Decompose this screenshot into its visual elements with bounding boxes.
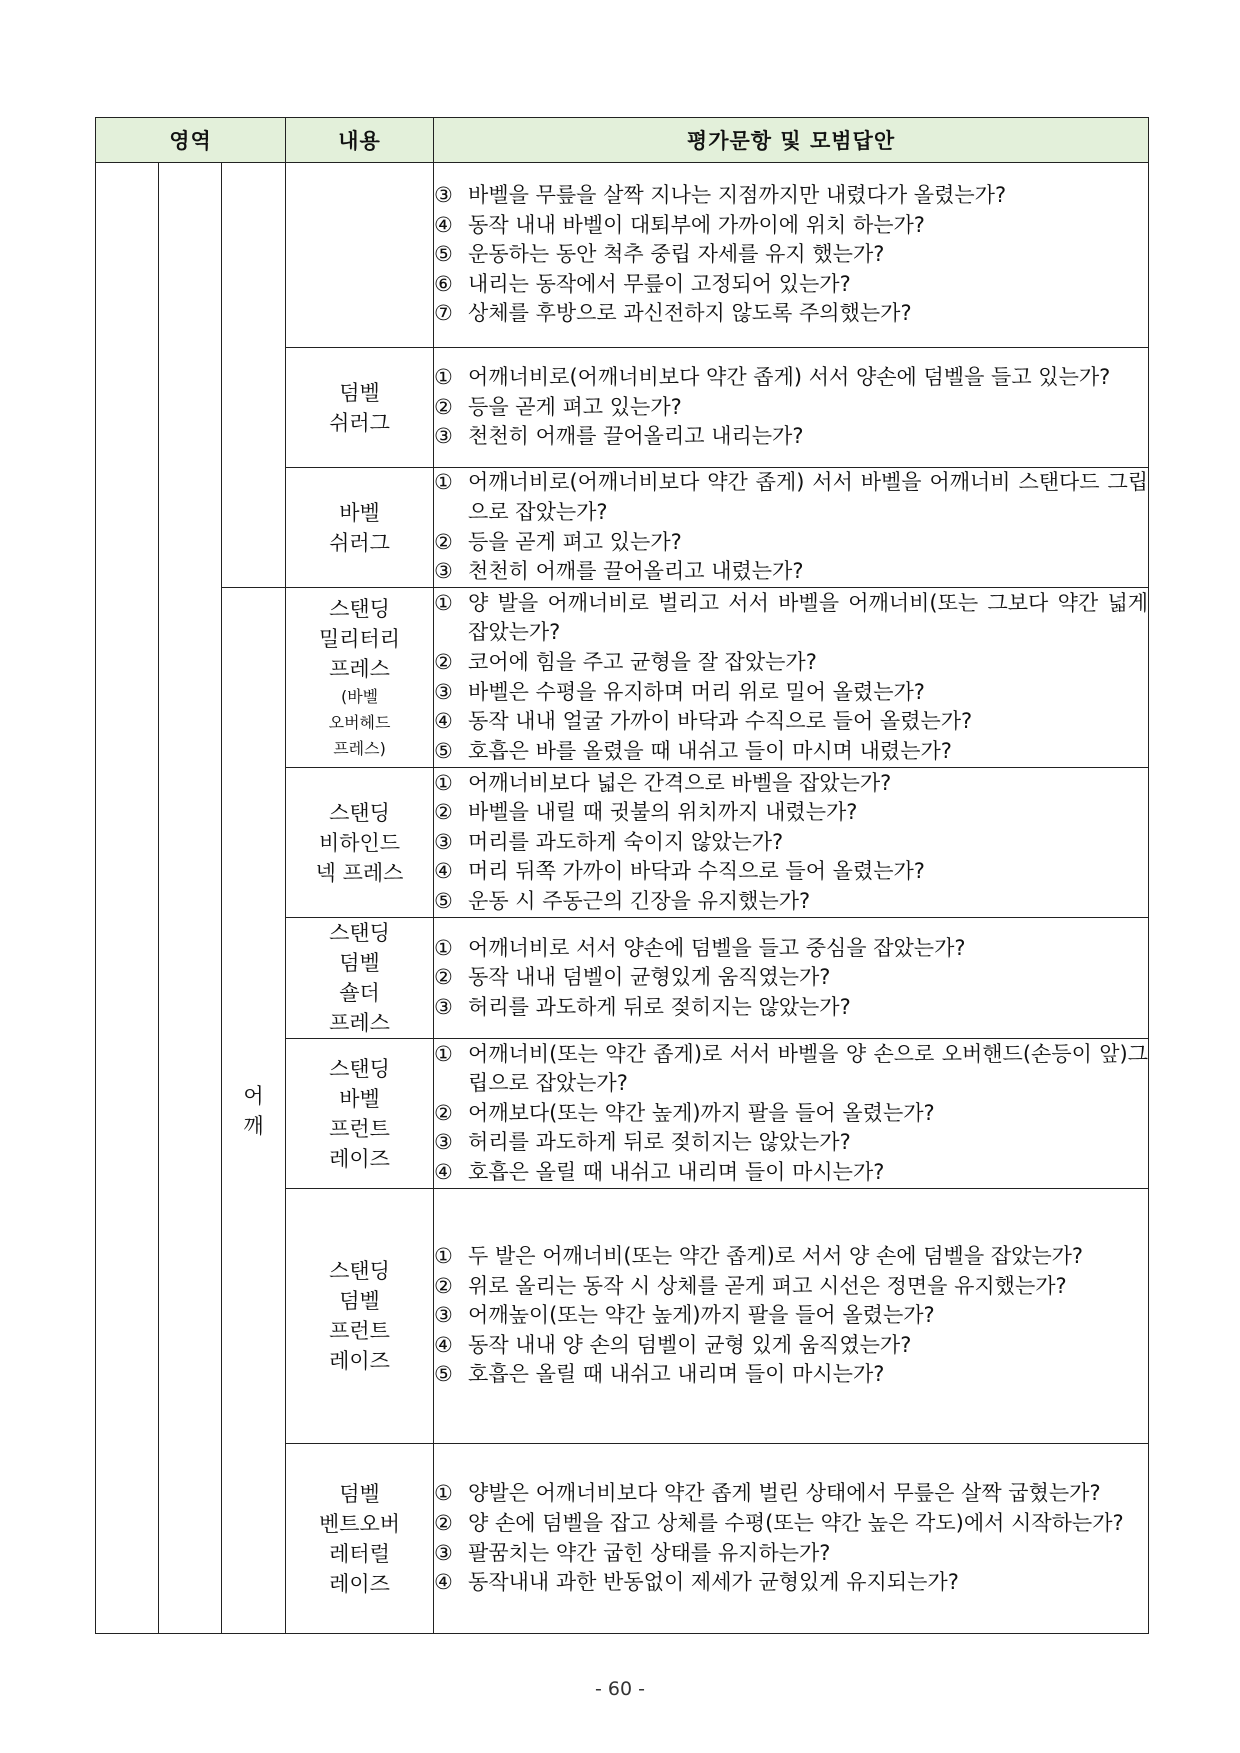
list-item [434, 1158, 1148, 1188]
list-item [434, 737, 1148, 767]
exercise-alt-name: (바벨 오버헤드 프레스) [328, 686, 391, 758]
list-item [434, 1331, 1148, 1361]
list-item [434, 1360, 1148, 1390]
content-cell [286, 1444, 434, 1634]
item-text: 동작 내내 얼굴 가까이 바닥과 수직으로 들어 올렸는가? [468, 709, 973, 734]
item-text: 어깨너비(또는 약간 좁게)로 서서 바벨을 양 손으로 오버핸드(손등이 앞)그립으로 잡았는가? [468, 1041, 1149, 1096]
list-item [434, 557, 1148, 587]
item-text: 내리는 동작에서 무릎이 고정되어 있는가? [468, 271, 851, 296]
criteria-cell [434, 1189, 1149, 1444]
list-item [434, 393, 1148, 423]
content-cell [286, 348, 434, 468]
area-col-1 [96, 163, 159, 1634]
item-number: ④ [434, 859, 453, 884]
list-item [434, 857, 1148, 887]
item-text: 바벨을 무릎을 살짝 지나는 지점까지만 내렸다가 올렸는가? [468, 183, 1007, 208]
item-text: 상체를 후방으로 과신전하지 않도록 주의했는가? [468, 301, 912, 326]
item-number: ③ [434, 183, 453, 208]
item-number: ③ [434, 424, 453, 449]
list-item [434, 211, 1148, 241]
content-cell [286, 1189, 434, 1444]
item-number: ④ [434, 212, 453, 237]
item-number: ① [434, 770, 453, 795]
item-text: 어깨너비로(어깨너비보다 약간 좁게) 서서 바벨을 어깨너비 스탠다드 그립으로 잡았는가? [468, 470, 1149, 524]
list-item [434, 993, 1148, 1023]
list-item [434, 1301, 1148, 1331]
item-text: 운동 시 주동근의 긴장을 유지했는가? [468, 888, 811, 913]
exercise-name: 스탠딩 덤벨 프런트 레이즈 [329, 1259, 390, 1373]
item-text: 어깨높이(또는 약간 높게)까지 팔을 들어 올렸는가? [468, 1303, 935, 1328]
item-text: 호흡은 올릴 때 내쉬고 내리며 들이 마시는가? [468, 1362, 885, 1387]
area-col-2 [159, 163, 222, 1634]
item-number: ③ [434, 559, 453, 584]
item-number: ① [434, 1041, 453, 1066]
header-criteria: 평가문항 및 모범답안 [434, 118, 1149, 163]
item-number: ③ [434, 1303, 453, 1328]
item-number: ② [434, 649, 453, 674]
item-number: ② [434, 1273, 453, 1298]
item-text: 어깨너비로 서서 양손에 덤벨을 들고 중심을 잡았는가? [468, 935, 966, 960]
list-item [434, 1040, 1148, 1099]
item-number: ③ [434, 994, 453, 1019]
table-row [96, 588, 1149, 768]
exercise-name: 바벨 쉬러그 [329, 500, 390, 555]
page-number: - 60 - [595, 1678, 645, 1700]
item-number: ② [434, 965, 453, 990]
content-cell [286, 918, 434, 1039]
item-number: ③ [434, 679, 453, 704]
criteria-cell [434, 768, 1149, 918]
item-text: 호흡은 바를 올렸을 때 내쉬고 들이 마시며 내렸는가? [468, 738, 952, 763]
item-number: ⑤ [434, 1362, 453, 1387]
item-number: ① [434, 1244, 453, 1269]
exercise-name: 스탠딩 덤벨 숄더 프레스 [329, 921, 390, 1035]
list-item [434, 934, 1148, 964]
table-row [96, 163, 1149, 348]
item-number: ② [434, 394, 453, 419]
item-text: 어깨보다(또는 약간 높게)까지 팔을 들어 올렸는가? [468, 1100, 935, 1125]
list-item [434, 798, 1148, 828]
item-number: ⑤ [434, 738, 453, 763]
exercise-name: 스탠딩 바벨 프런트 레이즈 [329, 1056, 390, 1171]
criteria-cell [434, 1039, 1149, 1189]
item-number: ① [434, 365, 453, 390]
item-text: 머리 뒤쪽 가까이 바닥과 수직으로 들어 올렸는가? [468, 859, 925, 884]
list-item [434, 528, 1148, 558]
item-number: ② [434, 800, 453, 825]
content-cell [286, 768, 434, 918]
item-text: 운동하는 동안 척추 중립 자세를 유지 했는가? [468, 242, 885, 267]
list-item [434, 1128, 1148, 1158]
item-number: ⑦ [434, 301, 453, 326]
list-item [434, 828, 1148, 858]
item-text: 천천히 어깨를 끌어올리고 내리는가? [468, 424, 804, 449]
area-label-text: 어 깨 [243, 1083, 264, 1138]
criteria-cell [434, 468, 1149, 588]
list-item [434, 678, 1148, 708]
list-item [434, 468, 1148, 527]
item-text: 동작 내내 바벨이 대퇴부에 가까이에 위치 하는가? [468, 212, 925, 237]
item-number: ④ [434, 1332, 453, 1357]
criteria-cell [434, 918, 1149, 1039]
item-number: ① [434, 470, 453, 495]
item-text: 동작내내 과한 반동없이 제세가 균형있게 유지되는가? [468, 1570, 959, 1595]
list-item [434, 769, 1148, 799]
item-number: ④ [434, 1570, 453, 1595]
exercise-name: 덤벨 쉬러그 [329, 380, 390, 435]
list-item [434, 1539, 1148, 1569]
item-number: ② [434, 1100, 453, 1125]
item-number: ④ [434, 709, 453, 734]
item-number: ① [434, 1481, 453, 1506]
exercise-name: 덤벨 벤트오버 레터럴 레이즈 [318, 1481, 401, 1596]
item-number: ⑥ [434, 271, 453, 296]
item-text: 양 발을 어깨너비로 벌리고 서서 바벨을 어깨너비(또는 그보다 약간 넓게 잡았는가? [468, 590, 1149, 645]
table-header-row [96, 118, 1149, 163]
criteria-cell [434, 348, 1149, 468]
item-text: 천천히 어깨를 끌어올리고 내렸는가? [468, 559, 804, 584]
item-text: 두 발은 어깨너비(또는 약간 좁게)로 서서 양 손에 덤벨을 잡았는가? [468, 1244, 1084, 1269]
item-text: 머리를 과도하게 숙이지 않았는가? [468, 829, 784, 854]
list-item [434, 1568, 1148, 1598]
list-item [434, 422, 1148, 452]
item-text: 바벨은 수평을 유지하며 머리 위로 밀어 올렸는가? [468, 679, 925, 704]
item-number: ③ [434, 829, 453, 854]
evaluation-table [95, 117, 1149, 1634]
header-content: 내용 [286, 118, 434, 163]
item-number: ① [434, 935, 453, 960]
item-text: 호흡은 올릴 때 내쉬고 내리며 들이 마시는가? [468, 1159, 885, 1184]
criteria-cell [434, 1444, 1149, 1634]
item-text: 바벨을 내릴 때 귓불의 위치까지 내렸는가? [468, 800, 858, 825]
item-number: ③ [434, 1540, 453, 1565]
header-area: 영역 [96, 118, 286, 163]
item-text: 어깨너비보다 넓은 간격으로 바벨을 잡았는가? [468, 770, 892, 795]
list-item [434, 648, 1148, 678]
content-cell [286, 1039, 434, 1189]
item-number: ② [434, 529, 453, 554]
area-label-shoulder [222, 588, 286, 1634]
list-item [434, 363, 1148, 393]
item-text: 등을 곧게 펴고 있는가? [468, 394, 682, 419]
area-col-3-upper [222, 163, 286, 588]
item-text: 동작 내내 덤벨이 균형있게 움직였는가? [468, 965, 831, 990]
item-text: 코어에 힘을 주고 균형을 잘 잡았는가? [468, 649, 817, 674]
exercise-name: 스탠딩 밀리터리 프레스 [318, 596, 401, 681]
list-item [434, 707, 1148, 737]
item-number: ① [434, 590, 453, 615]
list-item [434, 299, 1148, 329]
content-cell [286, 588, 434, 768]
list-item [434, 240, 1148, 270]
list-item [434, 1479, 1148, 1509]
item-text: 팔꿈치는 약간 굽힌 상태를 유지하는가? [468, 1540, 831, 1565]
item-text: 어깨너비로(어깨너비보다 약간 좁게) 서서 양손에 덤벨을 들고 있는가? [468, 365, 1111, 390]
list-item [434, 589, 1148, 648]
item-text: 동작 내내 양 손의 덤벨이 균형 있게 움직였는가? [468, 1332, 912, 1357]
item-number: ② [434, 1510, 453, 1535]
item-number: ④ [434, 1159, 453, 1184]
criteria-cell [434, 163, 1149, 348]
content-cell [286, 163, 434, 348]
list-item [434, 270, 1148, 300]
list-item [434, 963, 1148, 993]
item-number: ⑤ [434, 888, 453, 913]
exercise-name: 스탠딩 비하인드 넥 프레스 [315, 800, 404, 885]
item-text: 양발은 어깨너비보다 약간 좁게 벌린 상태에서 무릎은 살짝 굽혔는가? [468, 1481, 1101, 1506]
list-item [434, 1509, 1148, 1539]
list-item [434, 1242, 1148, 1272]
item-text: 위로 올리는 동작 시 상체를 곧게 펴고 시선은 정면을 유지했는가? [468, 1273, 1067, 1298]
list-item [434, 181, 1148, 211]
content-cell [286, 468, 434, 588]
item-text: 등을 곧게 펴고 있는가? [468, 529, 682, 554]
item-number: ⑤ [434, 242, 453, 267]
item-text: 허리를 과도하게 뒤로 젖히지는 않았는가? [468, 1130, 851, 1155]
item-text: 허리를 과도하게 뒤로 젖히지는 않았는가? [468, 994, 851, 1019]
list-item [434, 1099, 1148, 1129]
list-item [434, 887, 1148, 917]
criteria-cell [434, 588, 1149, 768]
item-number: ③ [434, 1130, 453, 1155]
item-text: 양 손에 덤벨을 잡고 상체를 수평(또는 약간 높은 각도)에서 시작하는가? [468, 1510, 1124, 1535]
list-item [434, 1272, 1148, 1302]
